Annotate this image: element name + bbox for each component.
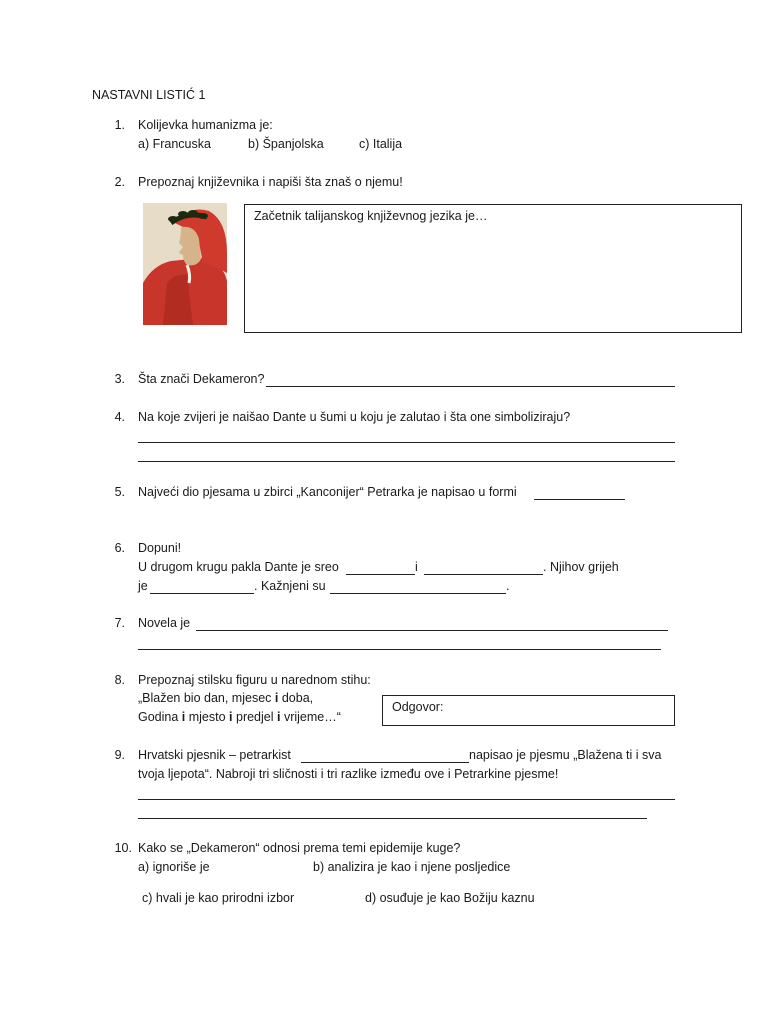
question-9-answer-line-1[interactable] xyxy=(138,799,675,800)
question-2-text: Prepoznaj književnika i napiši šta znaš o njemu! xyxy=(138,175,403,189)
question-8-number: 8. xyxy=(114,673,125,687)
question-1-option-b: b) Španjolska xyxy=(248,137,324,151)
dante-portrait-image xyxy=(143,203,227,325)
question-7-text: Novela je xyxy=(138,616,191,630)
question-5-answer-line[interactable] xyxy=(534,499,625,500)
question-9-text-part-a: Hrvatski pjesnik – petrarkist xyxy=(138,748,291,762)
question-6-blank-4[interactable] xyxy=(330,593,506,594)
question-6-line1-part-c: . Njihov grijeh xyxy=(543,560,619,574)
question-9-number: 9. xyxy=(114,748,125,762)
question-8-answer-label: Odgovor: xyxy=(392,700,444,714)
question-6-text: Dopuni! xyxy=(138,541,182,555)
question-2-box-text: Začetnik talijanskog književnog jezika je… xyxy=(254,209,488,223)
question-1-option-a: a) Francuska xyxy=(138,137,211,151)
question-10-option-a: a) ignoriše je xyxy=(138,860,210,874)
question-2-number: 2. xyxy=(114,175,125,189)
question-6-blank-3[interactable] xyxy=(150,593,254,594)
question-10-number: 10. xyxy=(114,841,132,855)
question-4-answer-line-2[interactable] xyxy=(138,461,675,462)
question-7-answer-line-1[interactable] xyxy=(196,630,668,631)
question-6-line2-part-a: je xyxy=(138,579,148,593)
question-6-line1-part-a: U drugom krugu pakla Dante je sreo xyxy=(138,560,339,574)
question-6-blank-1[interactable] xyxy=(346,574,415,575)
question-9-blank[interactable] xyxy=(301,762,469,763)
question-3-text: Šta znači Dekameron? xyxy=(138,372,265,386)
question-1-option-c: c) Italija xyxy=(359,137,403,151)
question-10-text: Kako se „Dekameron“ odnosi prema temi epidemije kuge? xyxy=(138,841,461,855)
question-8-answer-box[interactable] xyxy=(382,695,675,726)
question-4-text: Na koje zvijeri je naišao Dante u šumi u koju je zalutao i šta one simboliziraju? xyxy=(138,410,571,424)
question-5-number: 5. xyxy=(114,485,125,499)
question-6-line1-part-b: i xyxy=(415,560,418,574)
question-6-line2-part-b: . Kažnjeni su xyxy=(254,579,326,593)
question-4-number: 4. xyxy=(114,410,125,424)
question-9-answer-line-2[interactable] xyxy=(138,818,647,819)
worksheet-title: NASTAVNI LISTIĆ 1 xyxy=(92,88,206,102)
question-10-option-c: c) hvali je kao prirodni izbor xyxy=(142,891,295,905)
question-9-text-part-b: napisao je pjesmu „Blažena ti i sva xyxy=(469,748,662,762)
question-9-text-part-c: tvoja ljepota“. Nabroji tri sličnosti i tri razlike između ove i Petrarkine pjesme! xyxy=(138,767,559,781)
question-10-option-d: d) osuđuje je kao Božiju kaznu xyxy=(365,891,535,905)
question-7-answer-line-2[interactable] xyxy=(138,649,661,650)
question-10-option-b: b) analizira je kao i njene posljedice xyxy=(313,860,511,874)
question-2-answer-box[interactable] xyxy=(244,204,742,333)
question-6-line2-part-c: . xyxy=(506,579,510,593)
question-8-verse-line-2: Godina i mjesto i predjel i vrijeme…“ xyxy=(138,710,341,724)
question-8-verse-line-1: „Blažen bio dan, mjesec i doba, xyxy=(138,691,314,705)
question-1-text: Kolijevka humanizma je: xyxy=(138,118,273,132)
question-5-text: Najveći dio pjesama u zbirci „Kanconijer“ Petrarka je napisao u formi xyxy=(138,485,517,499)
question-1-number: 1. xyxy=(114,118,125,132)
question-8-text: Prepoznaj stilsku figuru u narednom stihu: xyxy=(138,673,371,687)
question-3-answer-line[interactable] xyxy=(266,386,675,387)
question-6-blank-2[interactable] xyxy=(424,574,543,575)
question-4-answer-line-1[interactable] xyxy=(138,442,675,443)
question-7-number: 7. xyxy=(114,616,125,630)
question-3-number: 3. xyxy=(114,372,125,386)
question-6-number: 6. xyxy=(114,541,125,555)
